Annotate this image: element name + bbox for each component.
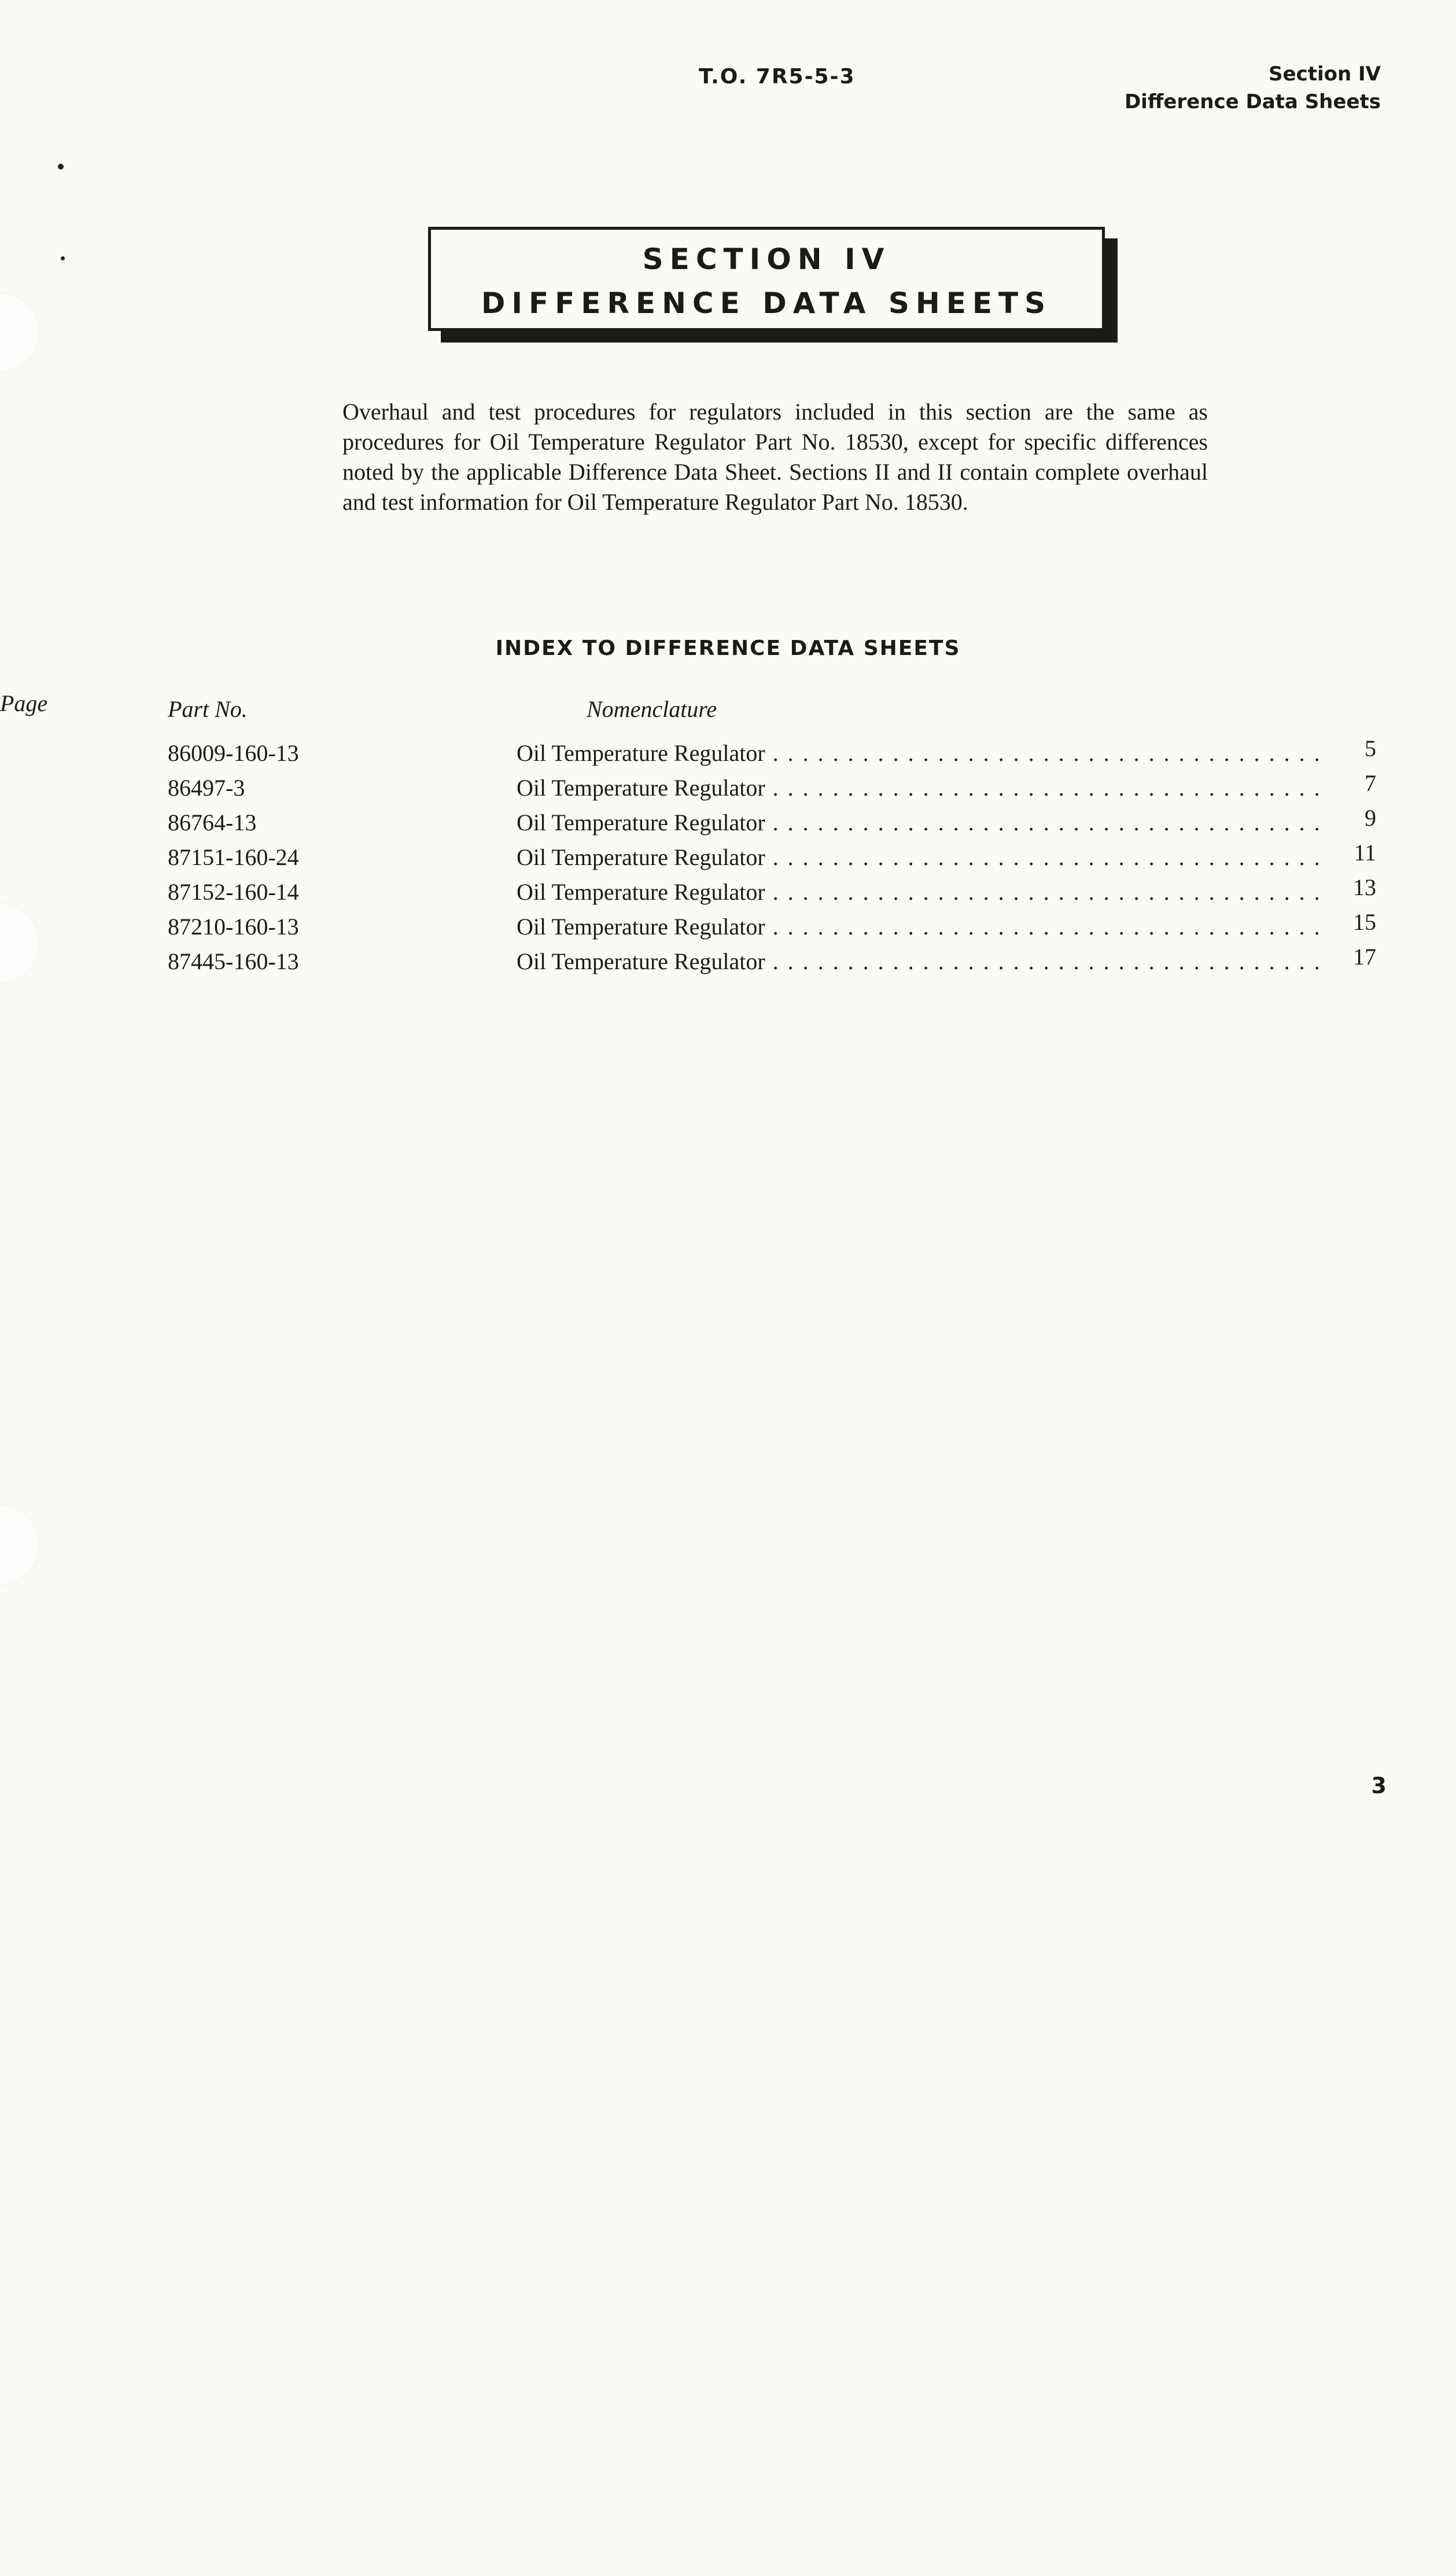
index-row-nomenclature: Oil Temperature Regulator . . . [517,842,1321,873]
index-row-page: 13 [1353,874,1376,900]
index-row-part: 87152-160-14 [168,879,299,905]
index-row [0,805,1456,842]
index-row [0,735,1456,773]
index-row [0,842,1456,877]
index-table [0,735,1456,981]
index-heading: INDEX TO DIFFERENCE DATA SHEETS [495,636,961,660]
index-row [0,874,1456,912]
section-title-line2: DIFFERENCE DATA SHEETS [481,286,1052,320]
index-row-nomenclature: Oil Temperature Regulator . . . [517,773,1321,803]
index-row-page: 7 [1365,770,1376,796]
index-row-page: 11 [1354,840,1376,866]
index-row-part: 87445-160-13 [168,948,299,974]
index-row-nomenclature: Oil Temperature Regulator . . . [517,947,1321,977]
index-row-page: 5 [1365,735,1376,761]
index-row-nomenclature: Oil Temperature Regulator . . . [517,877,1321,907]
running-header-title: Difference Data Sheets [1124,90,1381,113]
index-row-nomenclature: Oil Temperature Regulator . . . [517,808,1321,838]
punch-hole [0,292,40,373]
index-row-page: 9 [1365,805,1376,831]
page-number: 3 [1371,1773,1387,1798]
index-row-part: 86009-160-13 [168,740,299,766]
index-row-part: 86764-13 [168,809,257,836]
running-header-section: Section IV [1269,62,1381,86]
section-title-line1: SECTION IV [642,242,891,276]
index-row-page: 17 [1353,944,1376,970]
index-row-nomenclature: Oil Temperature Regulator . . . [517,738,1321,768]
index-row [0,944,1456,981]
column-header-part-no: Part No. [168,696,248,722]
running-header [1125,60,1381,116]
document-number: T.O. 7R5-5-3 [699,65,856,89]
ink-dot [61,256,65,260]
intro-paragraph: Overhaul and test procedures for regulators included in this section are the same as procedures for Oil Temperature Regulator Part No. 18530, except for specific differences noted by the applicable Difference Data Sheet. Sections II and II contain complete overhaul and test information for Oil Temperature Regulator Part No. 18530. [342,399,1208,515]
column-header-nomenclature: Nomenclature [587,696,717,722]
index-row-part: 86497-3 [168,775,245,801]
index-row [0,770,1456,808]
index-row-page: 15 [1353,909,1376,935]
ink-dot [58,164,64,170]
index-row-part: 87151-160-24 [168,844,299,870]
index-row [0,909,1456,947]
section-title-box [428,227,1105,331]
column-header-page: Page [0,690,48,716]
index-row-part: 87210-160-13 [168,914,299,940]
index-row-nomenclature: Oil Temperature Regulator . . . [517,912,1321,942]
